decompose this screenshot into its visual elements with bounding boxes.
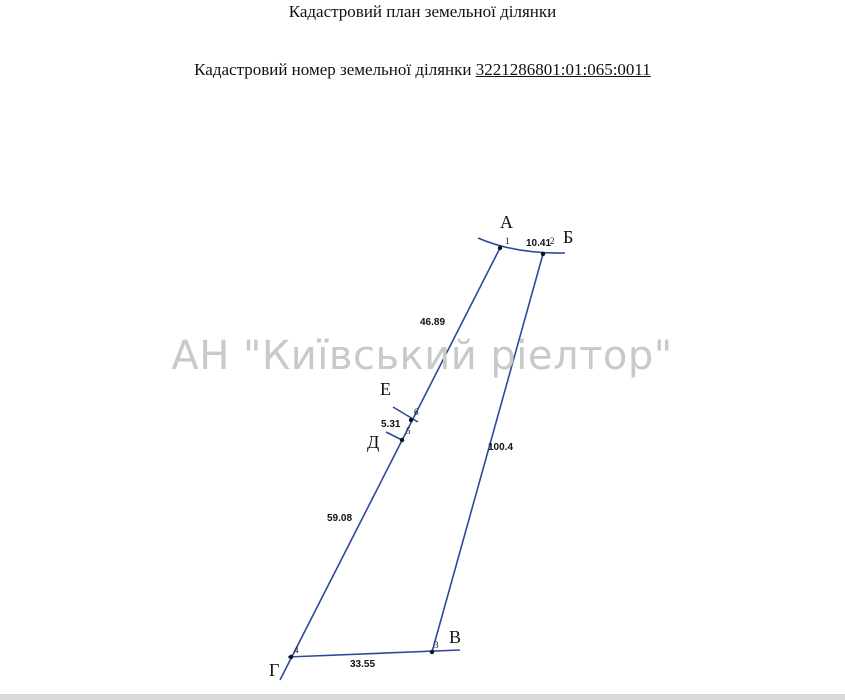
- edge-length-a-b: 10.41: [526, 238, 552, 249]
- vertex-point-2: [541, 252, 545, 256]
- vertex-number-3: 3: [434, 640, 439, 650]
- vertex-letter-e: Е: [380, 379, 391, 399]
- edge-length-g-d: 59.08: [327, 513, 353, 524]
- vertex-letter-d: Д: [367, 432, 380, 452]
- edge-length-b-v: 100.4: [488, 442, 514, 453]
- cadastral-number-label: Кадастровий номер земельної ділянки: [194, 60, 472, 79]
- vertex-number-4: 4: [294, 645, 299, 655]
- plot-boundary: [280, 238, 565, 680]
- edge-b-v: [432, 254, 543, 652]
- bottom-scroll-strip: [0, 694, 845, 700]
- edge-length-d-e: 5.31: [381, 419, 401, 430]
- vertex-letter-b: Б: [563, 227, 574, 247]
- vertex-point-3: [430, 650, 434, 654]
- cadastral-number: 3221286801:01:065:0011: [475, 60, 651, 79]
- edge-g-a: [280, 248, 500, 680]
- vertex-letter-v: В: [449, 627, 462, 647]
- vertex-number-2: 2: [550, 236, 555, 246]
- vertex-number-6: 6: [414, 407, 419, 417]
- vertex-point-4: [289, 655, 293, 659]
- vertex-number-5: 5: [406, 426, 411, 436]
- vertex-point-1: [498, 246, 502, 250]
- edge-length-v-g: 33.55: [350, 659, 376, 670]
- edge-length-e-a: 46.89: [420, 317, 446, 328]
- watermark-text: АН "Київський ріелтор": [171, 333, 673, 379]
- vertex-number-1: 1: [505, 236, 510, 246]
- vertex-letter-a: А: [500, 212, 513, 232]
- document-title: Кадастровий план земельної ділянки: [288, 2, 557, 21]
- edge-v-g: [288, 650, 460, 657]
- vertex-letter-g: Г: [269, 660, 280, 680]
- vertex-point-5: [400, 438, 404, 442]
- vertex-point-6: [409, 418, 413, 422]
